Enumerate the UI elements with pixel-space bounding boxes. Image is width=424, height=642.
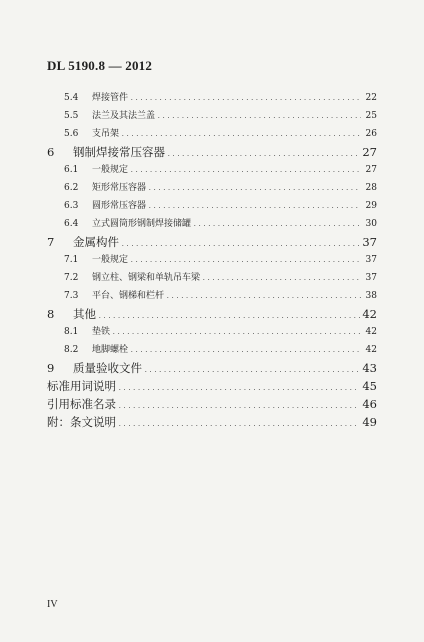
toc-entry[interactable]: [0, 396, 377, 412]
toc-entry-page: 27: [362, 145, 377, 159]
dot-leader: [202, 275, 361, 282]
toc-entry[interactable]: [0, 216, 377, 229]
toc-entry-number: 6.3: [64, 201, 79, 211]
toc-entry-number: 8.2: [64, 345, 79, 355]
dot-leader: [118, 385, 360, 392]
toc-entry-page: 45: [362, 379, 377, 393]
toc-entry[interactable]: [0, 342, 377, 355]
dot-leader: [130, 257, 361, 264]
toc-entry-page: 30: [365, 219, 377, 229]
toc-entry-page: 22: [365, 93, 377, 103]
dot-leader: [118, 421, 360, 428]
toc-entry-number: 6: [47, 145, 55, 159]
toc-entry-number: 6.1: [64, 165, 79, 175]
toc-entry[interactable]: [0, 162, 377, 175]
toc-entry-title: 法兰及其法兰盖: [92, 111, 156, 121]
toc-entry-title: 矩形常压容器: [92, 183, 147, 193]
toc-entry[interactable]: [0, 90, 377, 103]
toc-entry[interactable]: [0, 270, 377, 283]
toc-entry-title: 金属构件: [73, 235, 119, 249]
toc-entry-number: 7.3: [64, 291, 79, 301]
page-number-footer: IV: [47, 599, 58, 610]
toc-entry-number: 8.1: [64, 327, 79, 337]
document-header: DL 5190.8 — 2012: [47, 58, 153, 73]
toc-entry-title: 引用标准名录: [47, 397, 116, 411]
toc-entry[interactable]: [0, 306, 377, 322]
dot-leader: [157, 113, 361, 120]
toc-entry[interactable]: [0, 252, 377, 265]
toc-entry[interactable]: [0, 144, 377, 160]
toc-entry-title: 垫铁: [92, 327, 111, 337]
toc-entry[interactable]: [0, 288, 377, 301]
toc-entry[interactable]: [0, 414, 377, 430]
toc-entry[interactable]: [0, 378, 377, 394]
toc-entry-title: 平台、钢梯和栏杆: [92, 291, 165, 301]
toc-entry-page: 25: [365, 111, 377, 121]
toc-entry[interactable]: [0, 126, 377, 139]
dot-leader: [121, 241, 360, 248]
toc-entry-page: 27: [365, 165, 377, 175]
dot-leader: [130, 167, 361, 174]
toc-entry[interactable]: [0, 108, 377, 121]
toc-entry[interactable]: [0, 234, 377, 250]
dot-leader: [130, 95, 361, 102]
toc-entry[interactable]: [0, 324, 377, 337]
dot-leader: [130, 347, 361, 354]
toc-entry-page: 37: [362, 235, 377, 249]
toc-entry[interactable]: [0, 360, 377, 376]
toc-entry-number: 5.6: [64, 129, 79, 139]
toc-entry-page: 42: [365, 345, 377, 355]
toc-entry-title: 焊接管件: [92, 93, 129, 103]
toc-entry-page: 49: [362, 415, 377, 429]
toc-entry-page: 43: [362, 361, 377, 375]
dot-leader: [118, 403, 360, 410]
toc-entry-title: 地脚螺栓: [92, 345, 129, 355]
toc-entry-title: 一般规定: [92, 165, 129, 175]
toc-entry-page: 42: [365, 327, 377, 337]
toc-entry-page: 26: [365, 129, 377, 139]
toc-entry-page: 28: [365, 183, 377, 193]
toc-entry-page: 37: [365, 255, 377, 265]
dot-leader: [144, 367, 360, 374]
toc-entry-number: 6.4: [64, 219, 79, 229]
toc-entry-number: 5.5: [64, 111, 79, 121]
toc-entry-title: 附：条文说明: [47, 415, 116, 429]
toc-entry-number: 5.4: [64, 93, 79, 103]
toc-entry-number: 7.2: [64, 273, 79, 283]
toc-entry-page: 29: [365, 201, 377, 211]
toc-entry-title: 钢立柱、钢梁和单轨吊车梁: [92, 273, 201, 283]
toc-entry-title: 标准用词说明: [47, 379, 116, 393]
toc-entry-number: 9: [47, 361, 55, 375]
toc-entry-number: 7: [47, 235, 55, 249]
toc-entry-page: 37: [365, 273, 377, 283]
dot-leader: [148, 203, 361, 210]
dot-leader: [121, 131, 361, 138]
toc-entry-number: 7.1: [64, 255, 79, 265]
toc-entry-title: 质量验收文件: [73, 361, 142, 375]
toc-entry-title: 钢制焊接常压容器: [73, 145, 165, 159]
toc-entry-number: 8: [47, 307, 55, 321]
dot-leader: [166, 293, 361, 300]
dot-leader: [148, 185, 361, 192]
dot-leader: [112, 329, 361, 336]
toc-entry-page: 42: [362, 307, 377, 321]
toc-entry-title: 立式圆筒形钢制焊接储罐: [92, 219, 192, 229]
toc-entry[interactable]: [0, 180, 377, 193]
toc-entry-page: 46: [362, 397, 377, 411]
toc-entry-page: 38: [365, 291, 377, 301]
toc-entry-title: 其他: [73, 307, 96, 321]
toc-entry-title: 一般规定: [92, 255, 129, 265]
dot-leader: [193, 221, 361, 228]
toc-entry-title: 支吊架: [92, 129, 120, 139]
toc-entry[interactable]: [0, 198, 377, 211]
toc-entry-title: 圆形常压容器: [92, 201, 147, 211]
toc-entry-number: 6.2: [64, 183, 79, 193]
dot-leader: [98, 313, 360, 320]
dot-leader: [167, 151, 360, 158]
